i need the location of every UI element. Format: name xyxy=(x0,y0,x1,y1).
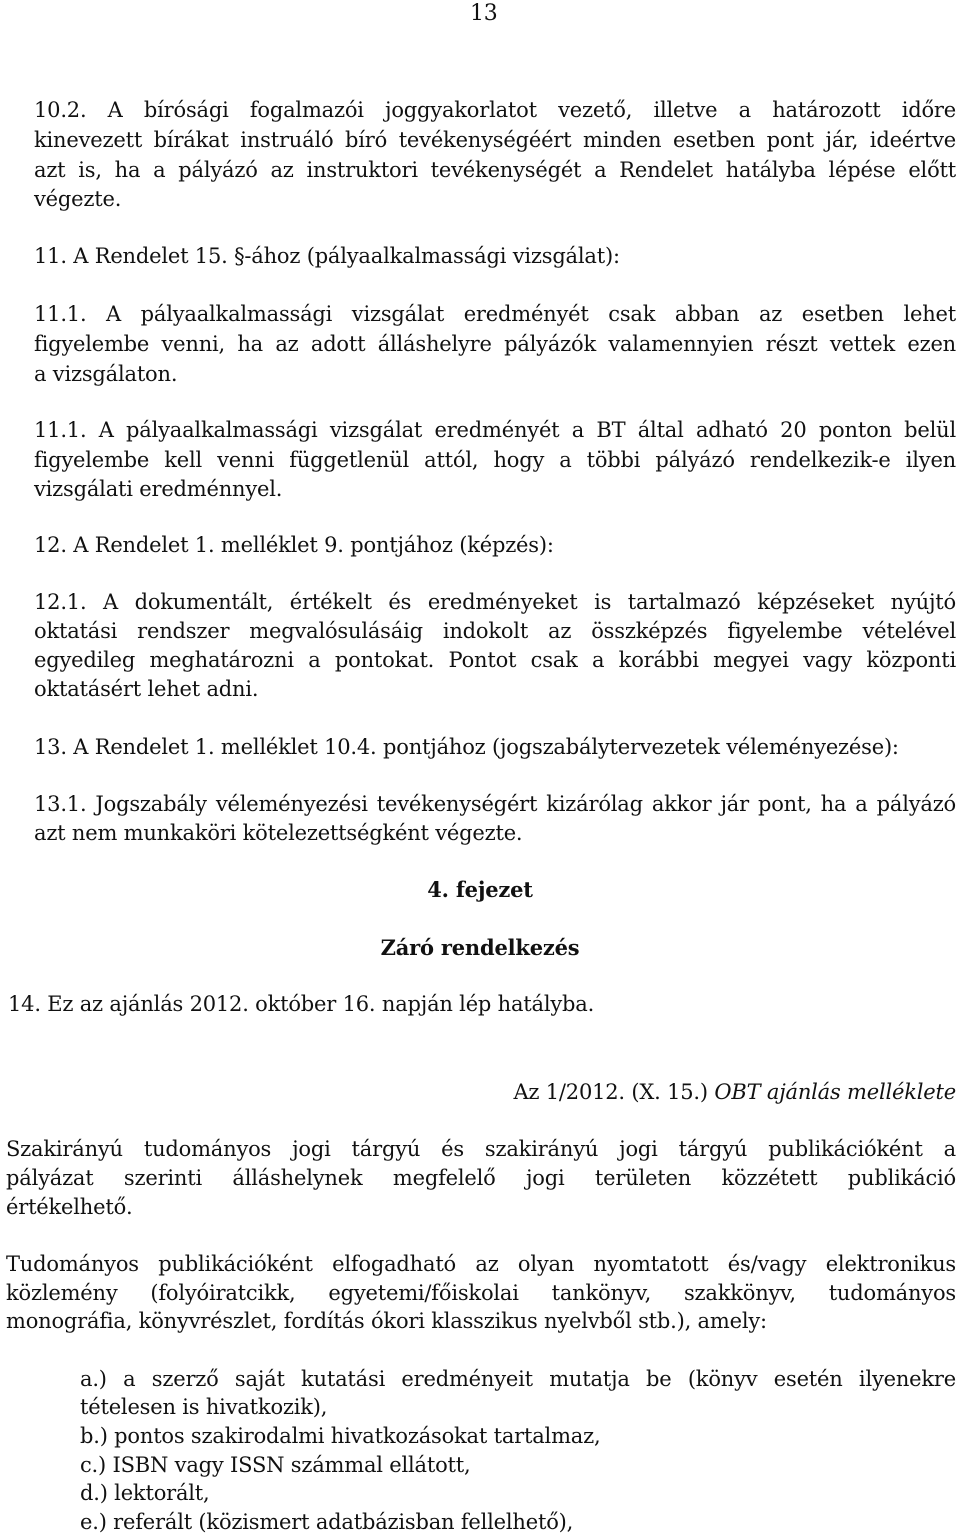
paragraph-10-2-line-2: kinevezett bírákat instruáló bíró tevékenységéért minden esetben pont jár, ideértve xyxy=(34,128,956,152)
annex-paragraph-2-line-2: közlemény (folyóiratcikk, egyetemi/főiskolai tankönyv, szakkönyv, tudományos xyxy=(6,1281,956,1305)
annex-paragraph-1-line-3: értékelhető. xyxy=(6,1195,133,1219)
heading-13: 13. A Rendelet 1. melléklet 10.4. pontjához (jogszabálytervezetek véleményezése): xyxy=(34,735,899,759)
list-item-d: d.) lektorált, xyxy=(80,1481,210,1505)
paragraph-11-1a-line-1: 11.1. A pályaalkalmassági vizsgálat eredményét csak abban az esetben lehet xyxy=(34,302,956,326)
paragraph-11-1a-line-2: figyelembe venni, ha az adott álláshelyre pályázók valamennyien részt vettek ezen xyxy=(34,332,956,356)
chapter-number: 4. fejezet xyxy=(427,877,533,902)
chapter-title: Záró rendelkezés xyxy=(380,935,580,960)
annex-title-reference: Az 1/2012. (X. 15.) xyxy=(513,1080,715,1104)
annex-paragraph-2-line-3: monográfia, könyvrészlet, fordítás ókori klasszikus nyelvből stb.), amely: xyxy=(6,1309,767,1333)
paragraph-10-2-line-3: azt is, ha a pályázó az instruktori tevékenységét a Rendelet hatályba lépése előtt xyxy=(34,158,956,182)
paragraph-12-1-line-4: oktatásért lehet adni. xyxy=(34,677,259,701)
page-number: 13 xyxy=(470,1,498,26)
annex-paragraph-1-line-2: pályázat szerinti álláshelynek megfelelő jogi területen közzétett publikáció xyxy=(6,1166,956,1190)
paragraph-12-1-line-2: oktatási rendszer megvalósulásáig indokolt az összképzés figyelembe vételével xyxy=(34,619,956,643)
list-item-a-line-1: a.) a szerző saját kutatási eredményeit mutatja be (könyv esetén ilyenekre xyxy=(80,1367,956,1391)
annex-paragraph-2-line-1: Tudományos publikációként elfogadható az olyan nyomtatott és/vagy elektronikus xyxy=(6,1252,956,1276)
paragraph-13-1-line-1: 13.1. Jogszabály véleményezési tevékenységért kizárólag akkor jár pont, ha a pályázó xyxy=(34,792,956,816)
paragraph-12-1-line-3: egyedileg meghatározni a pontokat. Pontot csak a korábbi megyei vagy központi xyxy=(34,648,956,672)
paragraph-10-2-line-1: 10.2. A bírósági fogalmazói joggyakorlatot vezető, illetve a határozott időre xyxy=(34,98,956,122)
heading-12: 12. A Rendelet 1. melléklet 9. pontjához (képzés): xyxy=(34,533,554,557)
list-item-e: e.) referált (közismert adatbázisban fellelhető), xyxy=(80,1510,574,1534)
annex-paragraph-1-line-1: Szakirányú tudományos jogi tárgyú és szakirányú jogi tárgyú publikációként a xyxy=(6,1137,956,1161)
list-item-a-line-2: tételesen is hivatkozik), xyxy=(80,1395,328,1419)
paragraph-14: 14. Ez az ajánlás 2012. október 16. napján lép hatályba. xyxy=(8,992,595,1016)
list-item-b: b.) pontos szakirodalmi hivatkozásokat tartalmaz, xyxy=(80,1424,601,1448)
heading-11: 11. A Rendelet 15. §-ához (pályaalkalmassági vizsgálat): xyxy=(34,244,620,268)
annex-title xyxy=(513,1078,956,1106)
annex-title-label: OBT ajánlás melléklete xyxy=(714,1080,956,1104)
list-item-c: c.) ISBN vagy ISSN számmal ellátott, xyxy=(80,1453,471,1477)
paragraph-13-1-line-2: azt nem munkaköri kötelezettségként végezte. xyxy=(34,821,523,845)
paragraph-11-1a-line-3: a vizsgálaton. xyxy=(34,362,178,386)
paragraph-12-1-line-1: 12.1. A dokumentált, értékelt és eredményeket is tartalmazó képzéseket nyújtó xyxy=(34,590,956,614)
paragraph-11-1b-line-3: vizsgálati eredménnyel. xyxy=(34,477,283,501)
paragraph-10-2-line-4: végezte. xyxy=(34,187,122,211)
paragraph-11-1b-line-1: 11.1. A pályaalkalmassági vizsgálat eredményét a BT által adható 20 ponton belül xyxy=(34,418,956,442)
paragraph-11-1b-line-2: figyelembe kell venni függetlenül attól, hogy a többi pályázó rendelkezik-e ilyen xyxy=(34,448,956,472)
